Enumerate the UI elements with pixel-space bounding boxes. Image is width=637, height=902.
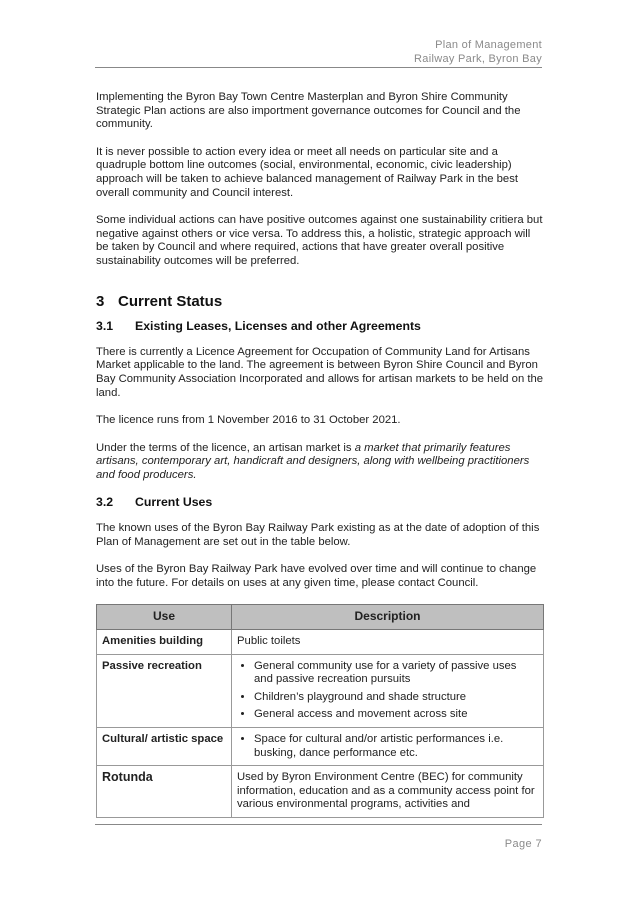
use-cell: Rotunda (97, 766, 232, 818)
page-header (414, 38, 542, 66)
table-row (97, 728, 544, 766)
description-column-header: Description (232, 605, 544, 630)
definition-prefix: Under the terms of the licence, an artisan market is (96, 441, 355, 454)
description-cell (232, 654, 544, 727)
table-row (97, 654, 544, 727)
use-column-header: Use (97, 605, 232, 630)
page-content (96, 91, 544, 818)
bullet-list (237, 660, 538, 722)
licence-agreement-paragraph: There is currently a Licence Agreement for Occupation of Community Land for Artisans Market applicable to the land. The agreement is between Byron Shire Council and Byron Bay Community Association Incorporated and allows for artisan markets to be held on the land. (96, 345, 544, 399)
list-item: • General community use for a variety of passive uses and passive recreation pursuits (254, 660, 538, 687)
list-item: • General access and movement across site (254, 708, 538, 722)
bullet-list (237, 733, 538, 760)
section-3-title: Current Status (118, 292, 223, 310)
list-item: • Children’s playground and shade structure (254, 691, 538, 705)
description-cell (232, 728, 544, 766)
known-uses-paragraph: The known uses of the Byron Bay Railway Park existing as at the date of adoption of this Plan of Management are set out in the table below. (96, 522, 540, 548)
intro-paragraph-2: It is never possible to action every idea or meet all needs on particular site and a quadruple bottom line outcomes (social, environmental, economic, civic leadership) approach will be taken to achieve balanced management of Railway Park in the best overall community and Council interest. (96, 145, 519, 199)
definition-italic: a market that primarily features artisans, contemporary art, handicraft and designers, along with wellbeing practitioners and food producers. (96, 441, 530, 481)
section-3-2-number: 3.2 (96, 495, 114, 510)
section-3-1-number: 3.1 (96, 319, 114, 334)
list-item: • Space for cultural and/or artistic performances i.e. busking, dance performance etc. (254, 733, 538, 760)
section-3-heading (96, 292, 544, 310)
intro-paragraph-3: Some individual actions can have positive outcomes against one sustainability critiera but negative against others or vice versa. To address this, a holistic, strategic approach will be taken by Council and where required, actions that have greater overall positive sustainability outcomes will be preferred. (96, 214, 543, 267)
intro-paragraph-1: Implementing the Byron Bay Town Centre Masterplan and Byron Shire Community Strategic Plan actions are also importment governance outcomes for Council and the community. (96, 91, 521, 131)
licence-term-paragraph: The licence runs from 1 November 2016 to 31 October 2021. (96, 414, 401, 427)
use-cell: Cultural/ artistic space (97, 728, 232, 766)
section-3-number: 3 (96, 292, 105, 310)
use-cell: Amenities building (97, 630, 232, 655)
footer-divider (95, 824, 542, 825)
section-3-1-heading (96, 320, 544, 334)
section-3-2-heading (96, 496, 544, 510)
artisan-market-definition (96, 442, 544, 483)
page-number: Page 7 (504, 838, 542, 850)
evolving-uses-paragraph: Uses of the Byron Bay Railway Park have evolved over time and will continue to change into the future. For details on uses at any given time, please contact Council. (96, 563, 537, 589)
table-header-row (97, 605, 544, 630)
table-row (97, 766, 544, 818)
header-divider (95, 67, 542, 68)
current-uses-table (96, 604, 544, 818)
use-cell: Passive recreation (97, 654, 232, 727)
header-location: Railway Park, Byron Bay (414, 53, 542, 65)
description-cell: Public toilets (232, 630, 544, 655)
header-document-title: Plan of Management (435, 39, 542, 51)
section-3-1-title: Existing Leases, Licenses and other Agreements (135, 319, 421, 334)
description-cell: Used by Byron Environment Centre (BEC) for community information, education and as a community access point for various environmental programs, activities and (232, 766, 544, 818)
section-3-2-title: Current Uses (135, 495, 213, 510)
table-row (97, 630, 544, 655)
